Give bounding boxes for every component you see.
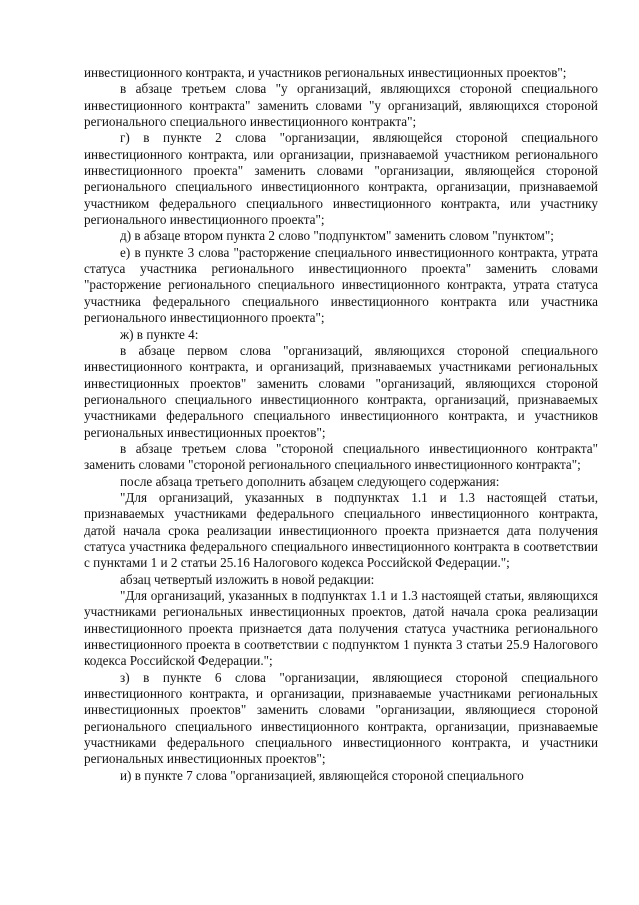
paragraph-item-i: и) в пункте 7 слова "организацией, являющейся стороной специального <box>120 767 524 783</box>
paragraph-item-e: е) в пункте 3 слова "расторжение специального инвестиционного контракта, утрата статуса участника регионального инвестиционного проекта" заменить словами "расторжение регионального специального инвестиционного контракта, утрата статуса участника федерального специального инвестиционного контракта или участника регионального инвестиционного проекта"; <box>84 244 598 326</box>
paragraph-item-d: д) в абзаце втором пункта 2 слово "подпунктом" заменить словом "пунктом"; <box>120 228 554 244</box>
paragraph-item-g: г) в пункте 2 слова "организации, являющейся стороной специального инвестиционного контракта, или организации, признаваемой участником регионального инвестиционного проекта" заменить словами "организации, являющейся стороной регионального специального инвестиционного контракта, организации, признаваемой участником федерального специального инвестиционного контракта, или участнику регионального инвестиционного проекта"; <box>84 130 598 228</box>
paragraph: в абзаце третьем слова "стороной специального инвестиционного контракта" заменить словами "стороной регионального специального инвестиционного контракта"; <box>84 440 598 473</box>
paragraph-item-z: з) в пункте 6 слова "организации, являющиеся стороной специального инвестиционного контракта, и организации, признаваемые участниками региональных инвестиционных проектов" заменить словами "организации, являющиеся стороной регионального специального инвестиционного контракта, организации, признаваемые участниками федерального специального инвестиционного контракта, и участники региональных инвестиционных проектов"; <box>84 669 598 767</box>
paragraph-quote: "Для организаций, указанных в подпунктах 1.1 и 1.3 настоящей статьи, являющихся участниками региональных инвестиционных проектов, датой начала срока реализации инвестиционного проекта признается дата получения статуса участника регионального инвестиционного проекта в соответствии с подпунктом 1 пункта 3 статьи 25.9 Налогового кодекса Российской Федерации."; <box>84 588 598 669</box>
paragraph-item-zh: ж) в пункте 4: <box>120 326 199 342</box>
paragraph: в абзаце первом слова "организаций, являющихся стороной специального инвестиционного контракта, и организаций, признаваемых участниками региональных инвестиционных проектов" заменить словами "организаций, являющихся стороной регионального специального инвестиционного контракта, организаций, признаваемых участниками федерального специального инвестиционного контракта, и участников региональных инвестиционных проектов"; <box>84 342 598 440</box>
paragraph-quote: "Для организаций, указанных в подпунктах 1.1 и 1.3 настоящей статьи, признаваемых участниками федерального специального инвестиционного контракта, датой начала срока реализации инвестиционного проекта признается дата получения статуса участника федерального специального инвестиционного контракта в соответствии с пунктами 1 и 2 статьи 25.16 Налогового кодекса Российской Федерации."; <box>84 489 598 571</box>
paragraph-continuation: инвестиционного контракта, и участников региональных инвестиционных проектов"; <box>84 65 567 80</box>
paragraph: абзац четвертый изложить в новой редакции: <box>120 571 375 587</box>
paragraph: в абзаце третьем слова "у организаций, являющихся стороной специального инвестиционного контракта" заменить словами "у организаций, являющихся стороной регионального специального инвестиционного контракта"; <box>84 81 598 130</box>
paragraph: после абзаца третьего дополнить абзацем следующего содержания: <box>120 473 500 489</box>
document-page <box>84 65 598 784</box>
